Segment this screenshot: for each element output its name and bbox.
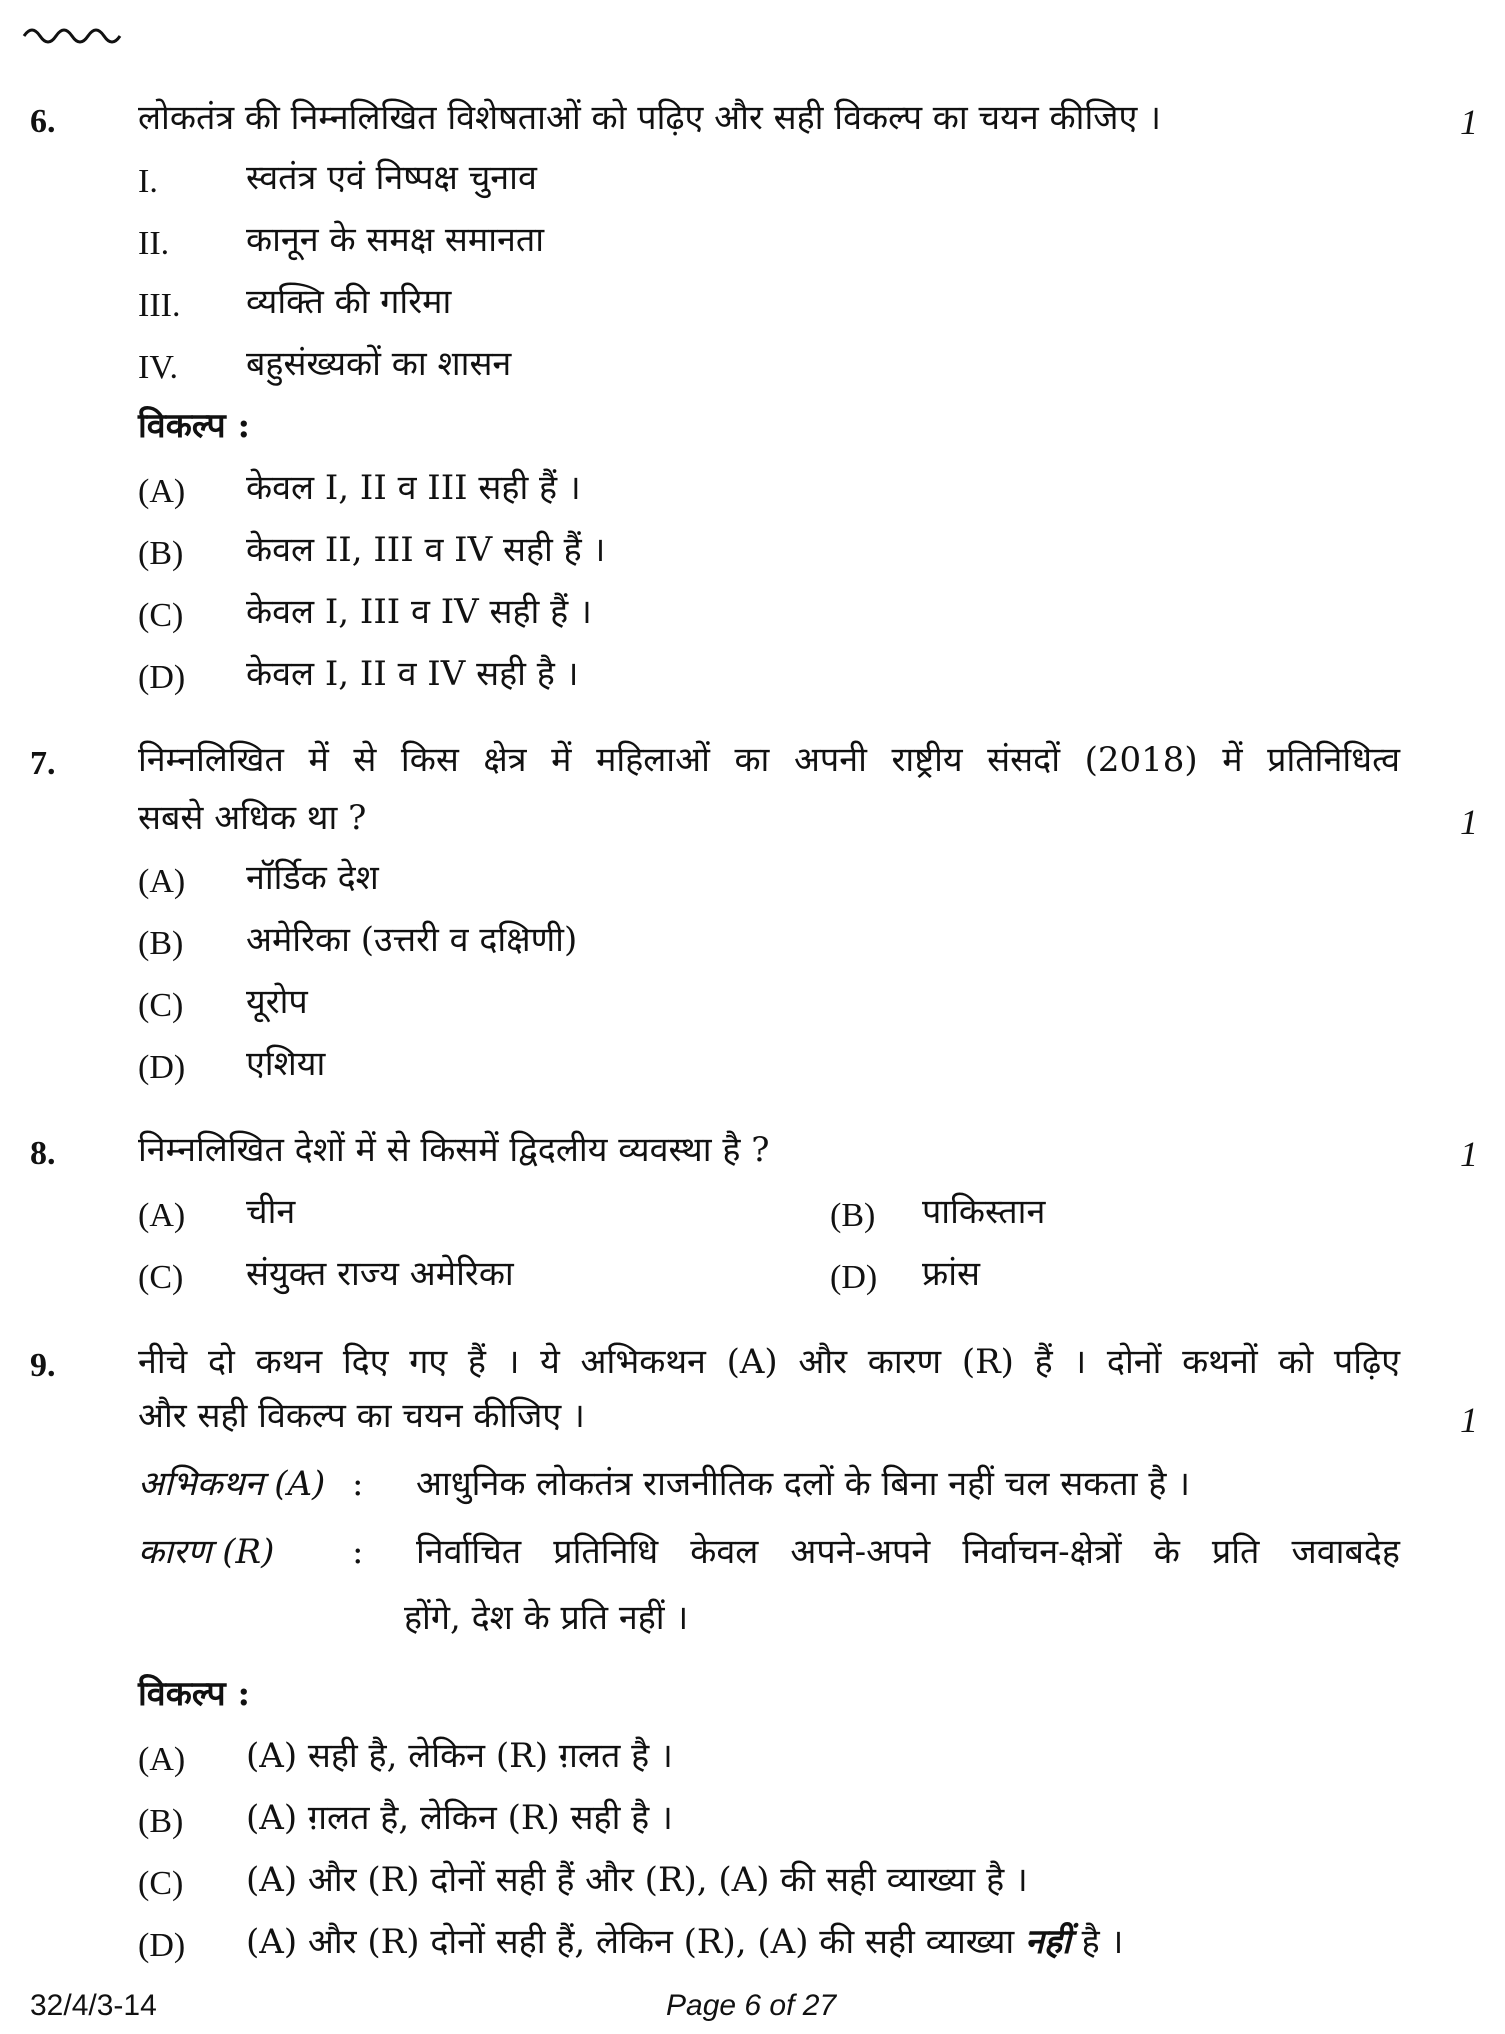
assertion-text: आधुनिक लोकतंत्र राजनीतिक दलों के बिना नहीं चल सकता है । [416, 1464, 1191, 1504]
option-text-after: है । [1081, 1922, 1124, 1962]
question-number: 8. [30, 1135, 56, 1172]
wave-mark-icon [22, 22, 122, 48]
question-marks: 1 [1460, 102, 1478, 142]
option-text: केवल I, III व IV सही हैं । [246, 592, 592, 632]
option-text: (A) और (R) दोनों सही हैं और (R), (A) की सही व्याख्या है । [246, 1860, 1028, 1900]
option-label: (A) [138, 1197, 186, 1234]
feature-text: स्वतंत्र एवं निष्पक्ष चुनाव [246, 158, 537, 198]
option-label: (B) [138, 1803, 184, 1840]
reason-text-line2: होंगे, देश के प्रति नहीं । [404, 1598, 689, 1638]
options-heading: विकल्प : [138, 1674, 251, 1714]
question-text: लोकतंत्र की निम्नलिखित विशेषताओं को पढ़िए और सही विकल्प का चयन कीजिए । [138, 98, 1161, 138]
question-marks: 1 [1460, 802, 1478, 842]
question-text-line1: निम्नलिखित में से किस क्षेत्र में महिलाओं का अपनी राष्ट्रीय संसदों (2018) में प्रतिनिधित्व [138, 740, 1400, 780]
feature-label: I. [138, 163, 158, 200]
question-marks: 1 [1460, 1134, 1478, 1174]
option-label: (D) [138, 1049, 186, 1086]
option-label: (D) [138, 659, 186, 696]
option-text: चीन [246, 1192, 296, 1232]
reason-label: कारण (R) [138, 1532, 275, 1572]
option-text: अमेरिका (उत्तरी व दक्षिणी) [246, 920, 578, 960]
option-label: (A) [138, 473, 186, 510]
option-label: (C) [138, 597, 184, 634]
option-text: फ्रांस [922, 1254, 981, 1294]
option-text: केवल I, II व III सही हैं । [246, 468, 581, 508]
question-text-line2: और सही विकल्प का चयन कीजिए । [138, 1396, 585, 1436]
question-text-line1: नीचे दो कथन दिए गए हैं । ये अभिकथन (A) और कारण (R) हैं । दोनों कथनों को पढ़िए [138, 1342, 1400, 1382]
question-text-line2: सबसे अधिक था ? [138, 798, 367, 838]
option-label: (C) [138, 987, 184, 1024]
feature-text: बहुसंख्यकों का शासन [246, 344, 512, 384]
option-label: (B) [830, 1197, 876, 1234]
option-label: (A) [138, 863, 186, 900]
assertion-label: अभिकथन (A) [138, 1464, 326, 1504]
option-text: पाकिस्तान [922, 1192, 1046, 1232]
option-text-emphasis: नहीं [1025, 1922, 1071, 1962]
option-label: (D) [830, 1259, 878, 1296]
option-label: (C) [138, 1865, 184, 1902]
option-text: एशिया [246, 1044, 326, 1084]
paper-code: 32/4/3-14 [30, 1989, 157, 2022]
feature-label: II. [138, 225, 170, 262]
assertion-colon: : [352, 1464, 364, 1504]
option-text: यूरोप [246, 982, 308, 1022]
option-text-before: (A) और (R) दोनों सही हैं, लेकिन (R), (A) की सही व्याख्या [246, 1922, 1015, 1962]
question-number: 6. [30, 103, 56, 140]
option-label: (C) [138, 1259, 184, 1296]
option-label: (D) [138, 1927, 186, 1964]
option-text: नॉर्डिक देश [246, 858, 379, 898]
option-text: संयुक्त राज्य अमेरिका [246, 1254, 514, 1294]
option-label: (B) [138, 925, 184, 962]
reason-text-line1: निर्वाचित प्रतिनिधि केवल अपने-अपने निर्वाचन-क्षेत्रों के प्रति जवाबदेह [416, 1532, 1400, 1572]
option-text: (A) सही है, लेकिन (R) ग़लत है । [246, 1736, 673, 1776]
feature-text: कानून के समक्ष समानता [246, 220, 545, 260]
question-number: 7. [30, 745, 56, 782]
feature-label: IV. [138, 349, 178, 386]
feature-label: III. [138, 287, 181, 324]
option-label: (A) [138, 1741, 186, 1778]
option-text [246, 1920, 1123, 1964]
option-text: केवल I, II व IV सही है । [246, 654, 579, 694]
option-text: केवल II, III व IV सही हैं । [246, 530, 606, 570]
option-text: (A) ग़लत है, लेकिन (R) सही है । [246, 1798, 673, 1838]
question-marks: 1 [1460, 1400, 1478, 1440]
options-heading: विकल्प : [138, 406, 251, 446]
question-text: निम्नलिखित देशों में से किसमें द्विदलीय व्यवस्था है ? [138, 1130, 770, 1170]
question-number: 9. [30, 1347, 56, 1384]
reason-colon: : [352, 1532, 364, 1572]
page-number: Page 6 of 27 [666, 1989, 837, 2022]
option-label: (B) [138, 535, 184, 572]
feature-text: व्यक्ति की गरिमा [246, 282, 452, 322]
